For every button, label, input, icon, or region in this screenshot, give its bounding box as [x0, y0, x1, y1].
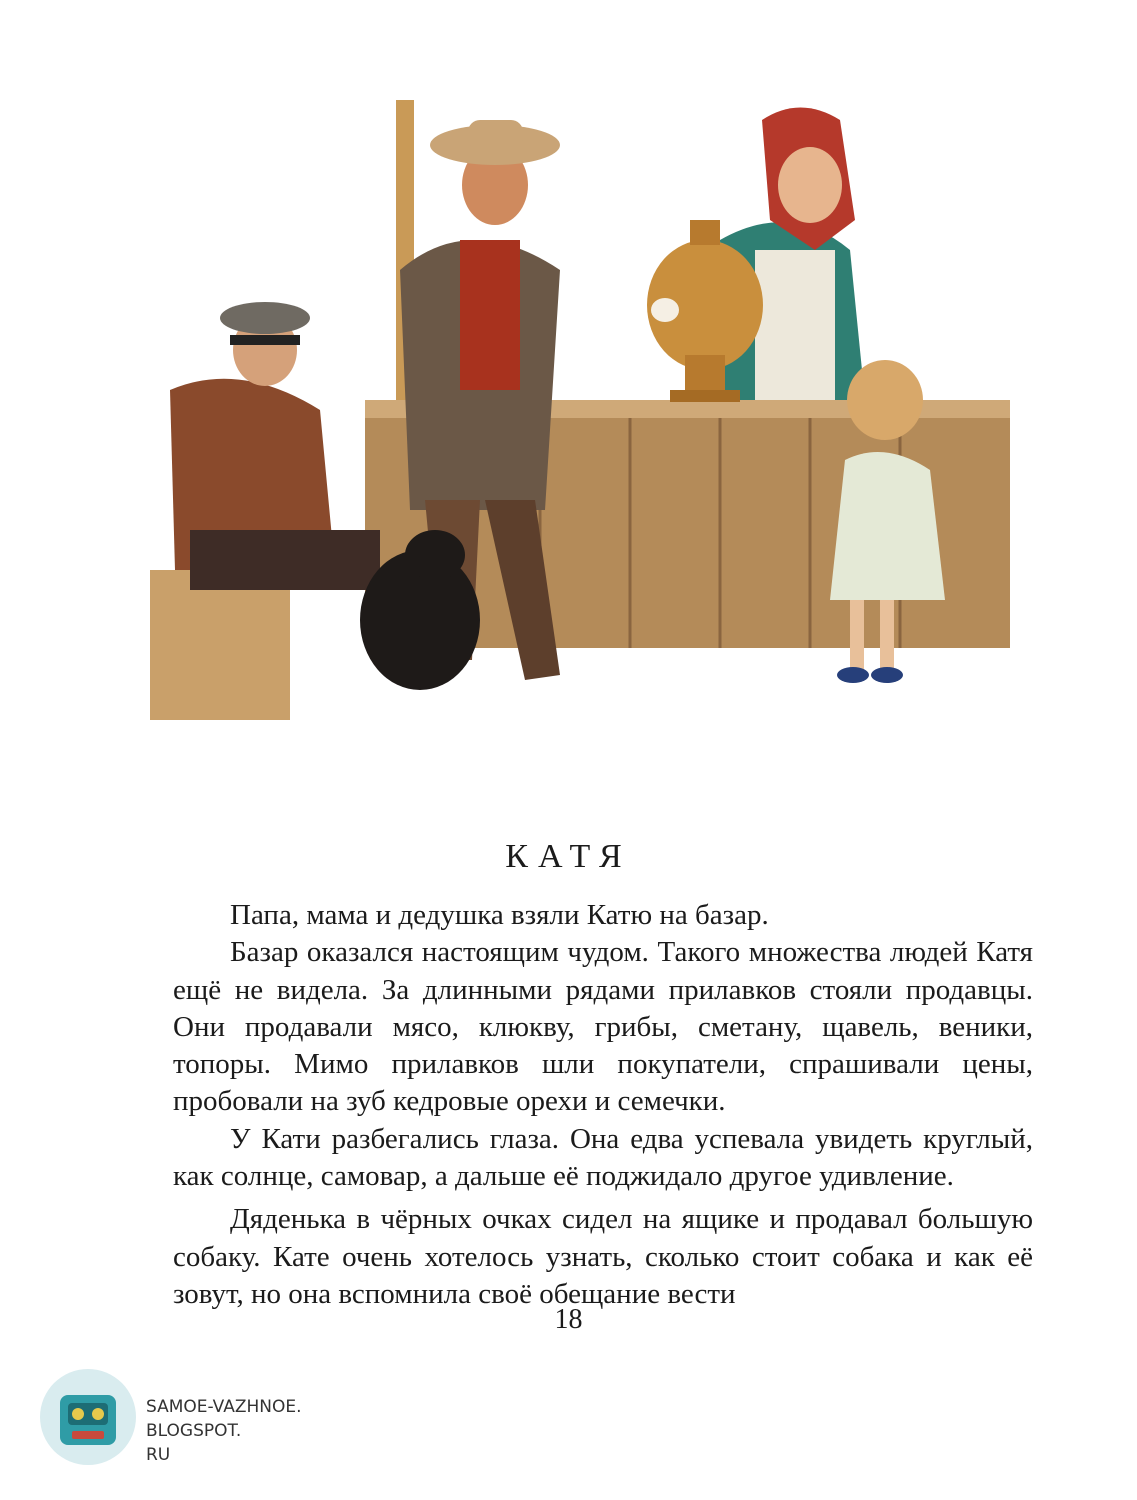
- market-illustration: [150, 100, 1010, 740]
- seated-man-figure: [150, 302, 380, 720]
- story-paragraph: У Кати разбегались глаза. Она едва успевала увидеть круглый, как солнце, самовар, а дальше её поджидало другое удивление.: [173, 1122, 1033, 1193]
- robot-logo-icon: [38, 1367, 138, 1472]
- story-paragraph: Папа, мама и дедушка взяли Катю на базар.: [230, 899, 769, 931]
- saleswoman-figure: [720, 108, 865, 401]
- watermark-text: [146, 1395, 302, 1467]
- page-number: 18: [554, 1304, 583, 1335]
- watermark-line: BLOGSPOT.: [146, 1421, 242, 1441]
- story-paragraph: Базар оказался настоящим чудом. Такого множества людей Катя ещё не видела. За длинными рядами прилавков стояли продавцы. Они продавали мясо, клюкву, грибы, сметану, щавель, веники, топоры. Мимо прилавков шли покупатели, спрашивали цены, пробовали на зуб кедровые орехи и семечки.: [173, 936, 1033, 1118]
- chapter-title: КАТЯ: [505, 838, 632, 875]
- story-text: [173, 897, 1033, 1313]
- watermark-line: SAMOE-VAZHNOE.: [146, 1397, 302, 1417]
- story-paragraph: Дяденька в чёрных очках сидел на ящике и продавал большую собаку. Кате очень хотелось узнать, сколько стоит собака и как её зовут, но она вспомнила своё обещание вести: [173, 1203, 1033, 1310]
- watermark-line: RU: [146, 1445, 171, 1465]
